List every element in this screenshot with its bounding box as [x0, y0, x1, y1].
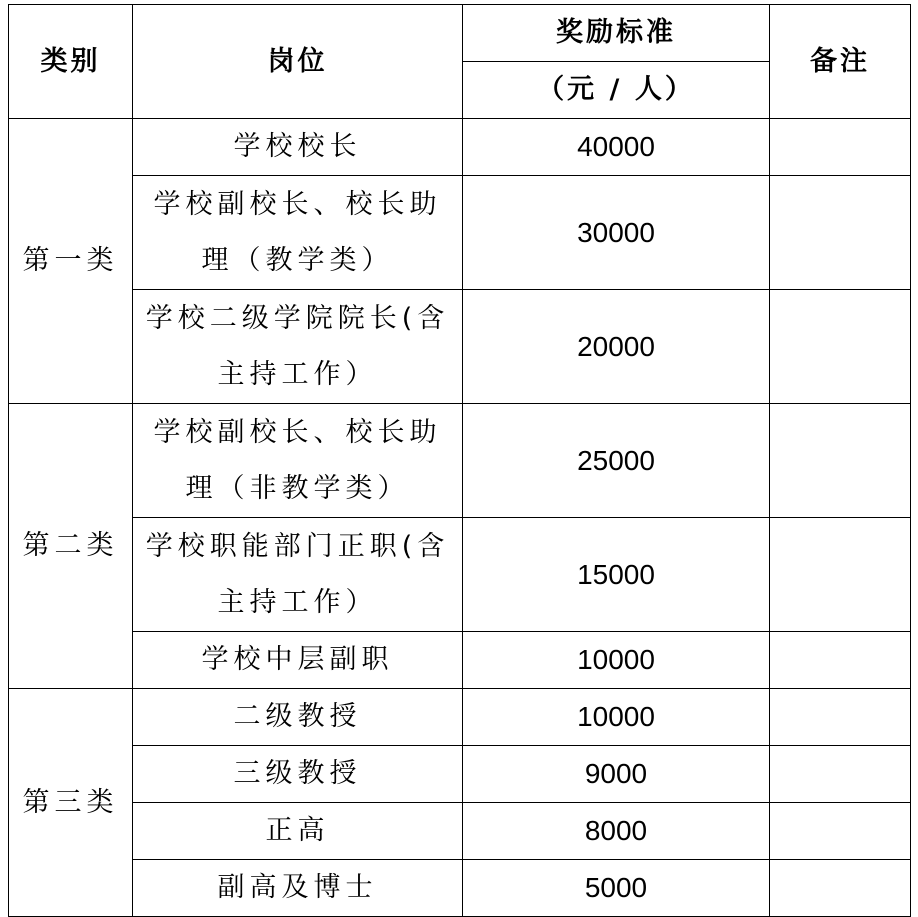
header-unit: （元 / 人）	[463, 62, 770, 119]
remark-cell	[770, 290, 911, 404]
table-row	[9, 632, 911, 689]
header-remark: 备注	[770, 5, 911, 119]
position-cell: 学校职能部门正职(含主持工作）	[133, 518, 463, 632]
position-cell: 学校校长	[133, 119, 463, 176]
amount-cell: 8000	[463, 803, 770, 860]
amount-cell: 10000	[463, 632, 770, 689]
amount-cell: 25000	[463, 404, 770, 518]
header-standard: 奖励标准	[463, 5, 770, 62]
remark-cell	[770, 404, 911, 518]
amount-cell: 5000	[463, 860, 770, 917]
category-cell: 第一类	[9, 119, 133, 404]
remark-cell	[770, 860, 911, 917]
position-cell: 三级教授	[133, 746, 463, 803]
table-row	[9, 518, 911, 632]
position-cell: 学校中层副职	[133, 632, 463, 689]
category-cell: 第二类	[9, 404, 133, 689]
amount-cell: 30000	[463, 176, 770, 290]
remark-cell	[770, 803, 911, 860]
position-cell: 学校副校长、校长助理（非教学类）	[133, 404, 463, 518]
remark-cell	[770, 518, 911, 632]
header-category: 类别	[9, 5, 133, 119]
amount-cell: 9000	[463, 746, 770, 803]
table-row	[9, 290, 911, 404]
table-row	[9, 689, 911, 746]
table-row	[9, 746, 911, 803]
amount-cell: 40000	[463, 119, 770, 176]
amount-cell: 20000	[463, 290, 770, 404]
position-cell: 学校二级学院院长(含主持工作）	[133, 290, 463, 404]
category-cell: 第三类	[9, 689, 133, 917]
remark-cell	[770, 119, 911, 176]
remark-cell	[770, 746, 911, 803]
remark-cell	[770, 176, 911, 290]
table-row	[9, 176, 911, 290]
position-cell: 副高及博士	[133, 860, 463, 917]
remark-cell	[770, 689, 911, 746]
header-position: 岗位	[133, 5, 463, 119]
award-standard-table	[8, 4, 911, 917]
position-cell: 二级教授	[133, 689, 463, 746]
remark-cell	[770, 632, 911, 689]
table-row	[9, 119, 911, 176]
amount-cell: 10000	[463, 689, 770, 746]
table-row	[9, 404, 911, 518]
position-cell: 学校副校长、校长助理（教学类）	[133, 176, 463, 290]
header-row	[9, 5, 911, 62]
table-row	[9, 803, 911, 860]
amount-cell: 15000	[463, 518, 770, 632]
position-cell: 正高	[133, 803, 463, 860]
table-row	[9, 860, 911, 917]
